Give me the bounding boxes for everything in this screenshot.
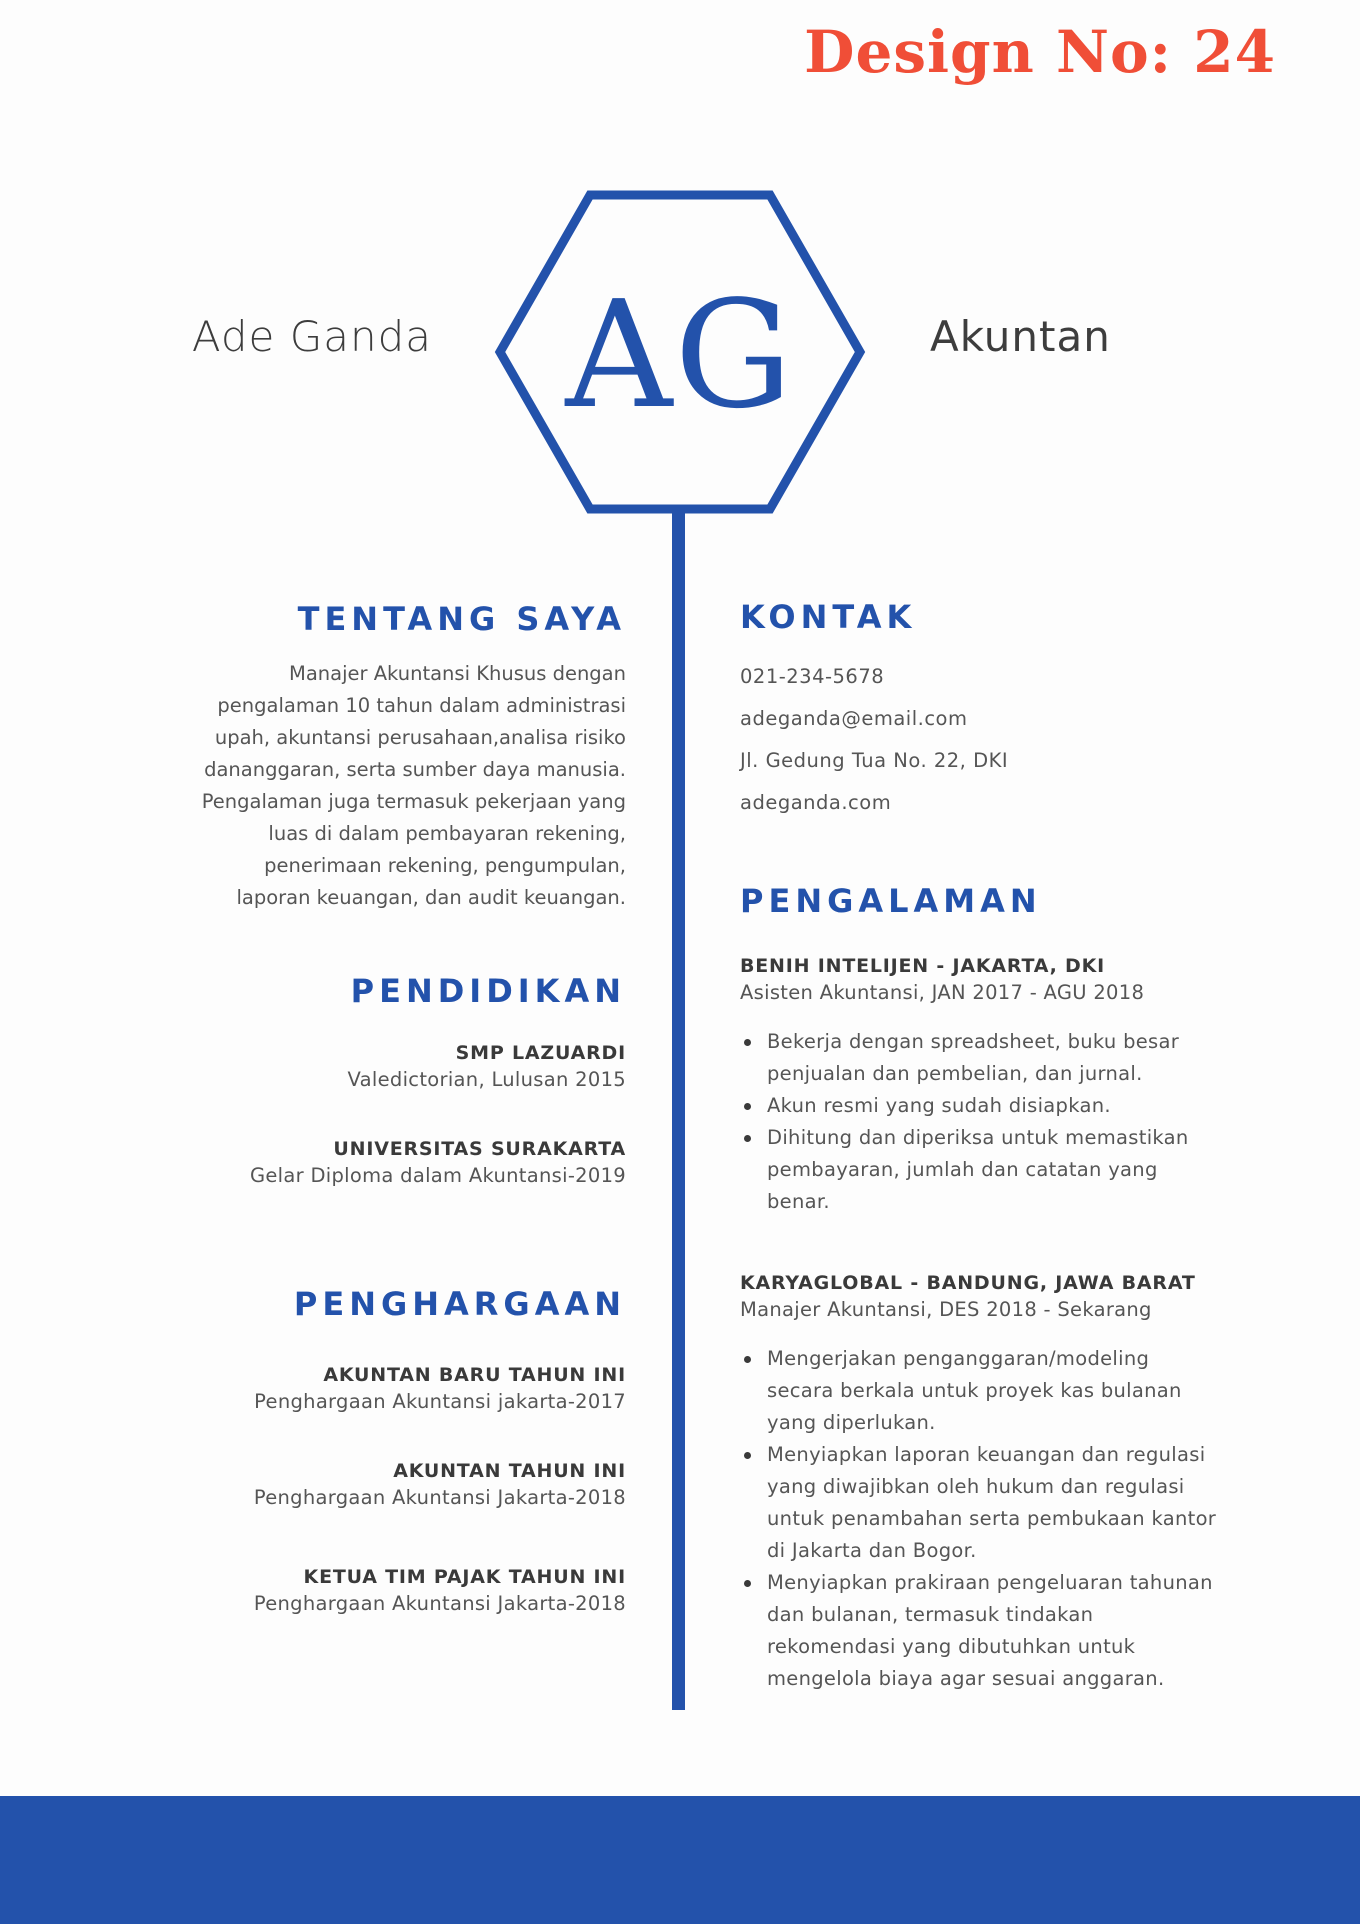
job-bullet: Menyiapkan prakiraan pengeluaran tahunan dan bulanan, termasuk tindakan rekomendasi yang dibutuhkan untuk mengelola biaya agar sesuai anggaran. [740,1567,1220,1695]
job-bullets [740,1343,1220,1695]
center-divider-line [672,508,685,1710]
awards-heading: PENGHARGAAN [293,1285,626,1323]
about-line: luas di dalam pembayaran rekening, [268,822,626,845]
experience-heading: PENGALAMAN [740,882,1042,920]
job-bullet: Mengerjakan penganggaran/modeling secara berkala untuk proyek kas bulanan yang diperlukan. [740,1343,1220,1439]
job-role: Manajer Akuntansi, DES 2018 - Sekarang [740,1298,1152,1321]
contact-email[interactable]: adeganda@email.com [740,707,968,730]
award-entry [106,1364,626,1413]
job-bullet: Akun resmi yang sudah disiapkan. [740,1090,1220,1122]
about-line: Manajer Akuntansi Khusus dengan [289,662,626,685]
about-line: pengalaman 10 tahun dalam administrasi [217,694,626,717]
job-entry [740,1272,1220,1695]
about-line: laporan keuangan, dan audit keuangan. [236,886,626,909]
education-entry [106,1042,626,1091]
education-title: UNIVERSITAS SURAKARTA [333,1138,626,1160]
about-line: Pengalaman juga termasuk pekerjaan yang [201,790,626,813]
contact-website[interactable]: adeganda.com [740,791,892,814]
footer-bar [0,1796,1360,1924]
contact-address: Jl. Gedung Tua No. 22, DKI [740,749,1009,772]
job-company: BENIH INTELIJEN - JAKARTA, DKI [740,955,1106,977]
job-bullet: Menyiapkan laporan keuangan dan regulasi yang diwajibkan oleh hukum dan regulasi untuk penambahan serta pembukaan kantor di Jakarta dan Bogor. [740,1439,1220,1567]
about-line: penerimaan rekening, pengumpulan, [264,854,626,877]
job-bullet: Dihitung dan diperiksa untuk memastikan pembayaran, jumlah dan catatan yang benar. [740,1122,1220,1218]
award-detail: Penghargaan Akuntansi Jakarta-2018 [253,1486,626,1509]
award-detail: Penghargaan Akuntansi Jakarta-2018 [253,1592,626,1615]
design-number-label: Design No: 24 [804,18,1276,86]
education-heading: PENDIDIKAN [350,972,626,1010]
job-bullet: Bekerja dengan spreadsheet, buku besar penjualan dan pembelian, dan jurnal. [740,1026,1220,1090]
award-title: AKUNTAN BARU TAHUN INI [323,1364,626,1386]
job-entry [740,955,1220,1218]
job-company: KARYAGLOBAL - BANDUNG, JAWA BARAT [740,1272,1196,1294]
candidate-job-title: Akuntan [930,312,1111,361]
job-role: Asisten Akuntansi, JAN 2017 - AGU 2018 [740,981,1145,1004]
about-heading: TENTANG SAYA [297,600,626,638]
monogram-hexagon [496,192,864,512]
award-detail: Penghargaan Akuntansi jakarta-2017 [254,1390,626,1413]
education-entry [106,1138,626,1187]
about-line: upah, akuntansi perusahaan,analisa risiko [214,726,626,749]
contact-heading: KONTAK [740,598,917,636]
about-line: dananggaran, serta sumber daya manusia. [204,758,626,781]
education-title: SMP LAZUARDI [455,1042,626,1064]
monogram-initials: AG [565,269,795,441]
contact-section [740,598,1220,824]
candidate-name: Ade Ganda [191,312,432,361]
job-bullets [740,1026,1220,1218]
education-detail: Valedictorian, Lulusan 2015 [347,1068,626,1091]
contact-phone[interactable]: 021-234-5678 [740,665,885,688]
award-title: AKUNTAN TAHUN INI [393,1460,626,1482]
award-title: KETUA TIM PAJAK TAHUN INI [303,1566,626,1588]
award-entry [106,1460,626,1509]
about-section [106,600,626,914]
about-text [106,658,626,914]
award-entry [106,1566,626,1615]
education-detail: Gelar Diploma dalam Akuntansi-2019 [249,1164,626,1187]
